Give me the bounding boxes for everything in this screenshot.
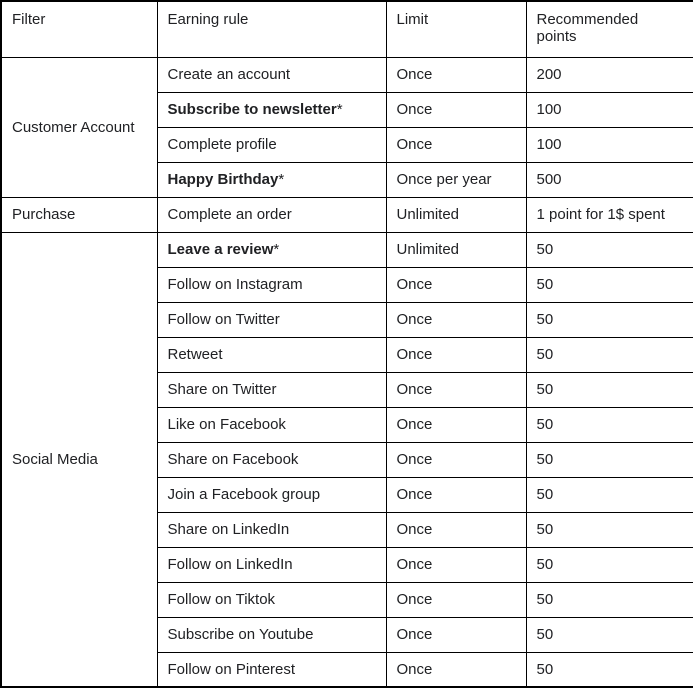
limit-cell: Once bbox=[386, 617, 526, 652]
limit-cell: Once bbox=[386, 302, 526, 337]
limit-cell: Once bbox=[386, 407, 526, 442]
limit-cell: Once bbox=[386, 547, 526, 582]
earning-rule-cell bbox=[157, 267, 386, 302]
earning-rule-label: Follow on Instagram bbox=[167, 276, 303, 293]
recommended-points-cell: 50 bbox=[526, 442, 693, 477]
recommended-points-cell: 50 bbox=[526, 337, 693, 372]
earning-rule-cell bbox=[157, 582, 386, 617]
footnote-asterisk: * bbox=[273, 241, 280, 258]
recommended-points-cell: 50 bbox=[526, 582, 693, 617]
limit-cell: Once bbox=[386, 442, 526, 477]
limit-cell: Once bbox=[386, 477, 526, 512]
earning-rule-cell bbox=[157, 547, 386, 582]
limit-cell: Once bbox=[386, 267, 526, 302]
recommended-points-cell: 50 bbox=[526, 372, 693, 407]
filter-cell: Social Media bbox=[1, 232, 157, 687]
table-header bbox=[1, 1, 693, 57]
limit-cell: Unlimited bbox=[386, 197, 526, 232]
limit-cell: Once bbox=[386, 337, 526, 372]
earning-rule-label: Join a Facebook group bbox=[167, 486, 321, 503]
earning-rule-label: Share on LinkedIn bbox=[167, 521, 290, 538]
recommended-points-cell: 50 bbox=[526, 652, 693, 687]
earning-rule-cell bbox=[157, 407, 386, 442]
recommended-points-cell: 200 bbox=[526, 57, 693, 92]
earning-rule-label: Complete an order bbox=[167, 206, 292, 223]
filter-cell: Customer Account bbox=[1, 57, 157, 197]
header-limit: Limit bbox=[386, 1, 526, 57]
earning-rule-cell bbox=[157, 372, 386, 407]
recommended-points-cell: 50 bbox=[526, 302, 693, 337]
recommended-points-cell: 50 bbox=[526, 547, 693, 582]
earning-rule-cell bbox=[157, 57, 386, 92]
recommended-points-cell: 100 bbox=[526, 92, 693, 127]
earning-rule-label: Create an account bbox=[167, 66, 291, 83]
recommended-points-cell: 100 bbox=[526, 127, 693, 162]
earning-rule-label: Share on Twitter bbox=[167, 381, 277, 398]
limit-cell: Once bbox=[386, 652, 526, 687]
earning-rule-label: Like on Facebook bbox=[167, 416, 286, 433]
earning-rule-cell bbox=[157, 302, 386, 337]
earning-rule-label: Share on Facebook bbox=[167, 451, 299, 468]
table-body bbox=[1, 57, 693, 687]
limit-cell: Once per year bbox=[386, 162, 526, 197]
recommended-points-cell: 50 bbox=[526, 407, 693, 442]
recommended-points-cell: 50 bbox=[526, 512, 693, 547]
earning-rule-label: Follow on Pinterest bbox=[167, 660, 296, 678]
recommended-points-cell: 500 bbox=[526, 162, 693, 197]
limit-cell: Once bbox=[386, 582, 526, 617]
limit-cell: Once bbox=[386, 57, 526, 92]
footnote-asterisk: * bbox=[278, 171, 285, 188]
earning-rule-cell bbox=[157, 162, 386, 197]
header-recommended-points bbox=[526, 1, 693, 57]
header-recommended-points-label: Recommended points bbox=[536, 11, 639, 45]
earning-rule-cell bbox=[157, 652, 386, 687]
earning-rule-cell bbox=[157, 197, 386, 232]
earning-rule-cell bbox=[157, 512, 386, 547]
limit-cell: Once bbox=[386, 92, 526, 127]
earning-rule-label: Follow on Twitter bbox=[167, 311, 280, 328]
header-row bbox=[1, 1, 693, 57]
table-row bbox=[1, 197, 693, 232]
earning-rule-label: Subscribe to newsletter bbox=[167, 101, 337, 118]
earning-rule-cell bbox=[157, 442, 386, 477]
recommended-points-cell: 50 bbox=[526, 267, 693, 302]
recommended-points-cell: 1 point for 1$ spent bbox=[526, 197, 693, 232]
earning-rule-label: Leave a review bbox=[167, 241, 274, 258]
earning-rule-cell bbox=[157, 337, 386, 372]
recommended-points-cell: 50 bbox=[526, 477, 693, 512]
earning-rule-label: Subscribe on Youtube bbox=[167, 626, 314, 643]
recommended-points-cell: 50 bbox=[526, 617, 693, 652]
recommended-points-cell: 50 bbox=[526, 232, 693, 267]
header-earning-rule: Earning rule bbox=[157, 1, 386, 57]
limit-cell: Once bbox=[386, 127, 526, 162]
earning-rule-cell bbox=[157, 232, 386, 267]
earning-rule-label: Complete profile bbox=[167, 136, 277, 153]
limit-cell: Once bbox=[386, 372, 526, 407]
earning-rule-cell bbox=[157, 617, 386, 652]
earning-rule-label: Follow on LinkedIn bbox=[167, 556, 293, 573]
footnote-asterisk: * bbox=[336, 101, 343, 118]
earning-rule-cell bbox=[157, 92, 386, 127]
earning-rule-cell bbox=[157, 127, 386, 162]
filter-cell: Purchase bbox=[1, 197, 157, 232]
header-filter: Filter bbox=[1, 1, 157, 57]
earning-rule-label: Retweet bbox=[167, 346, 223, 363]
table-row bbox=[1, 232, 693, 267]
earning-rule-cell bbox=[157, 477, 386, 512]
limit-cell: Once bbox=[386, 512, 526, 547]
table-row bbox=[1, 57, 693, 92]
limit-cell: Unlimited bbox=[386, 232, 526, 267]
earning-rule-label: Follow on Tiktok bbox=[167, 591, 276, 608]
earning-rule-label: Happy Birthday bbox=[167, 171, 279, 188]
